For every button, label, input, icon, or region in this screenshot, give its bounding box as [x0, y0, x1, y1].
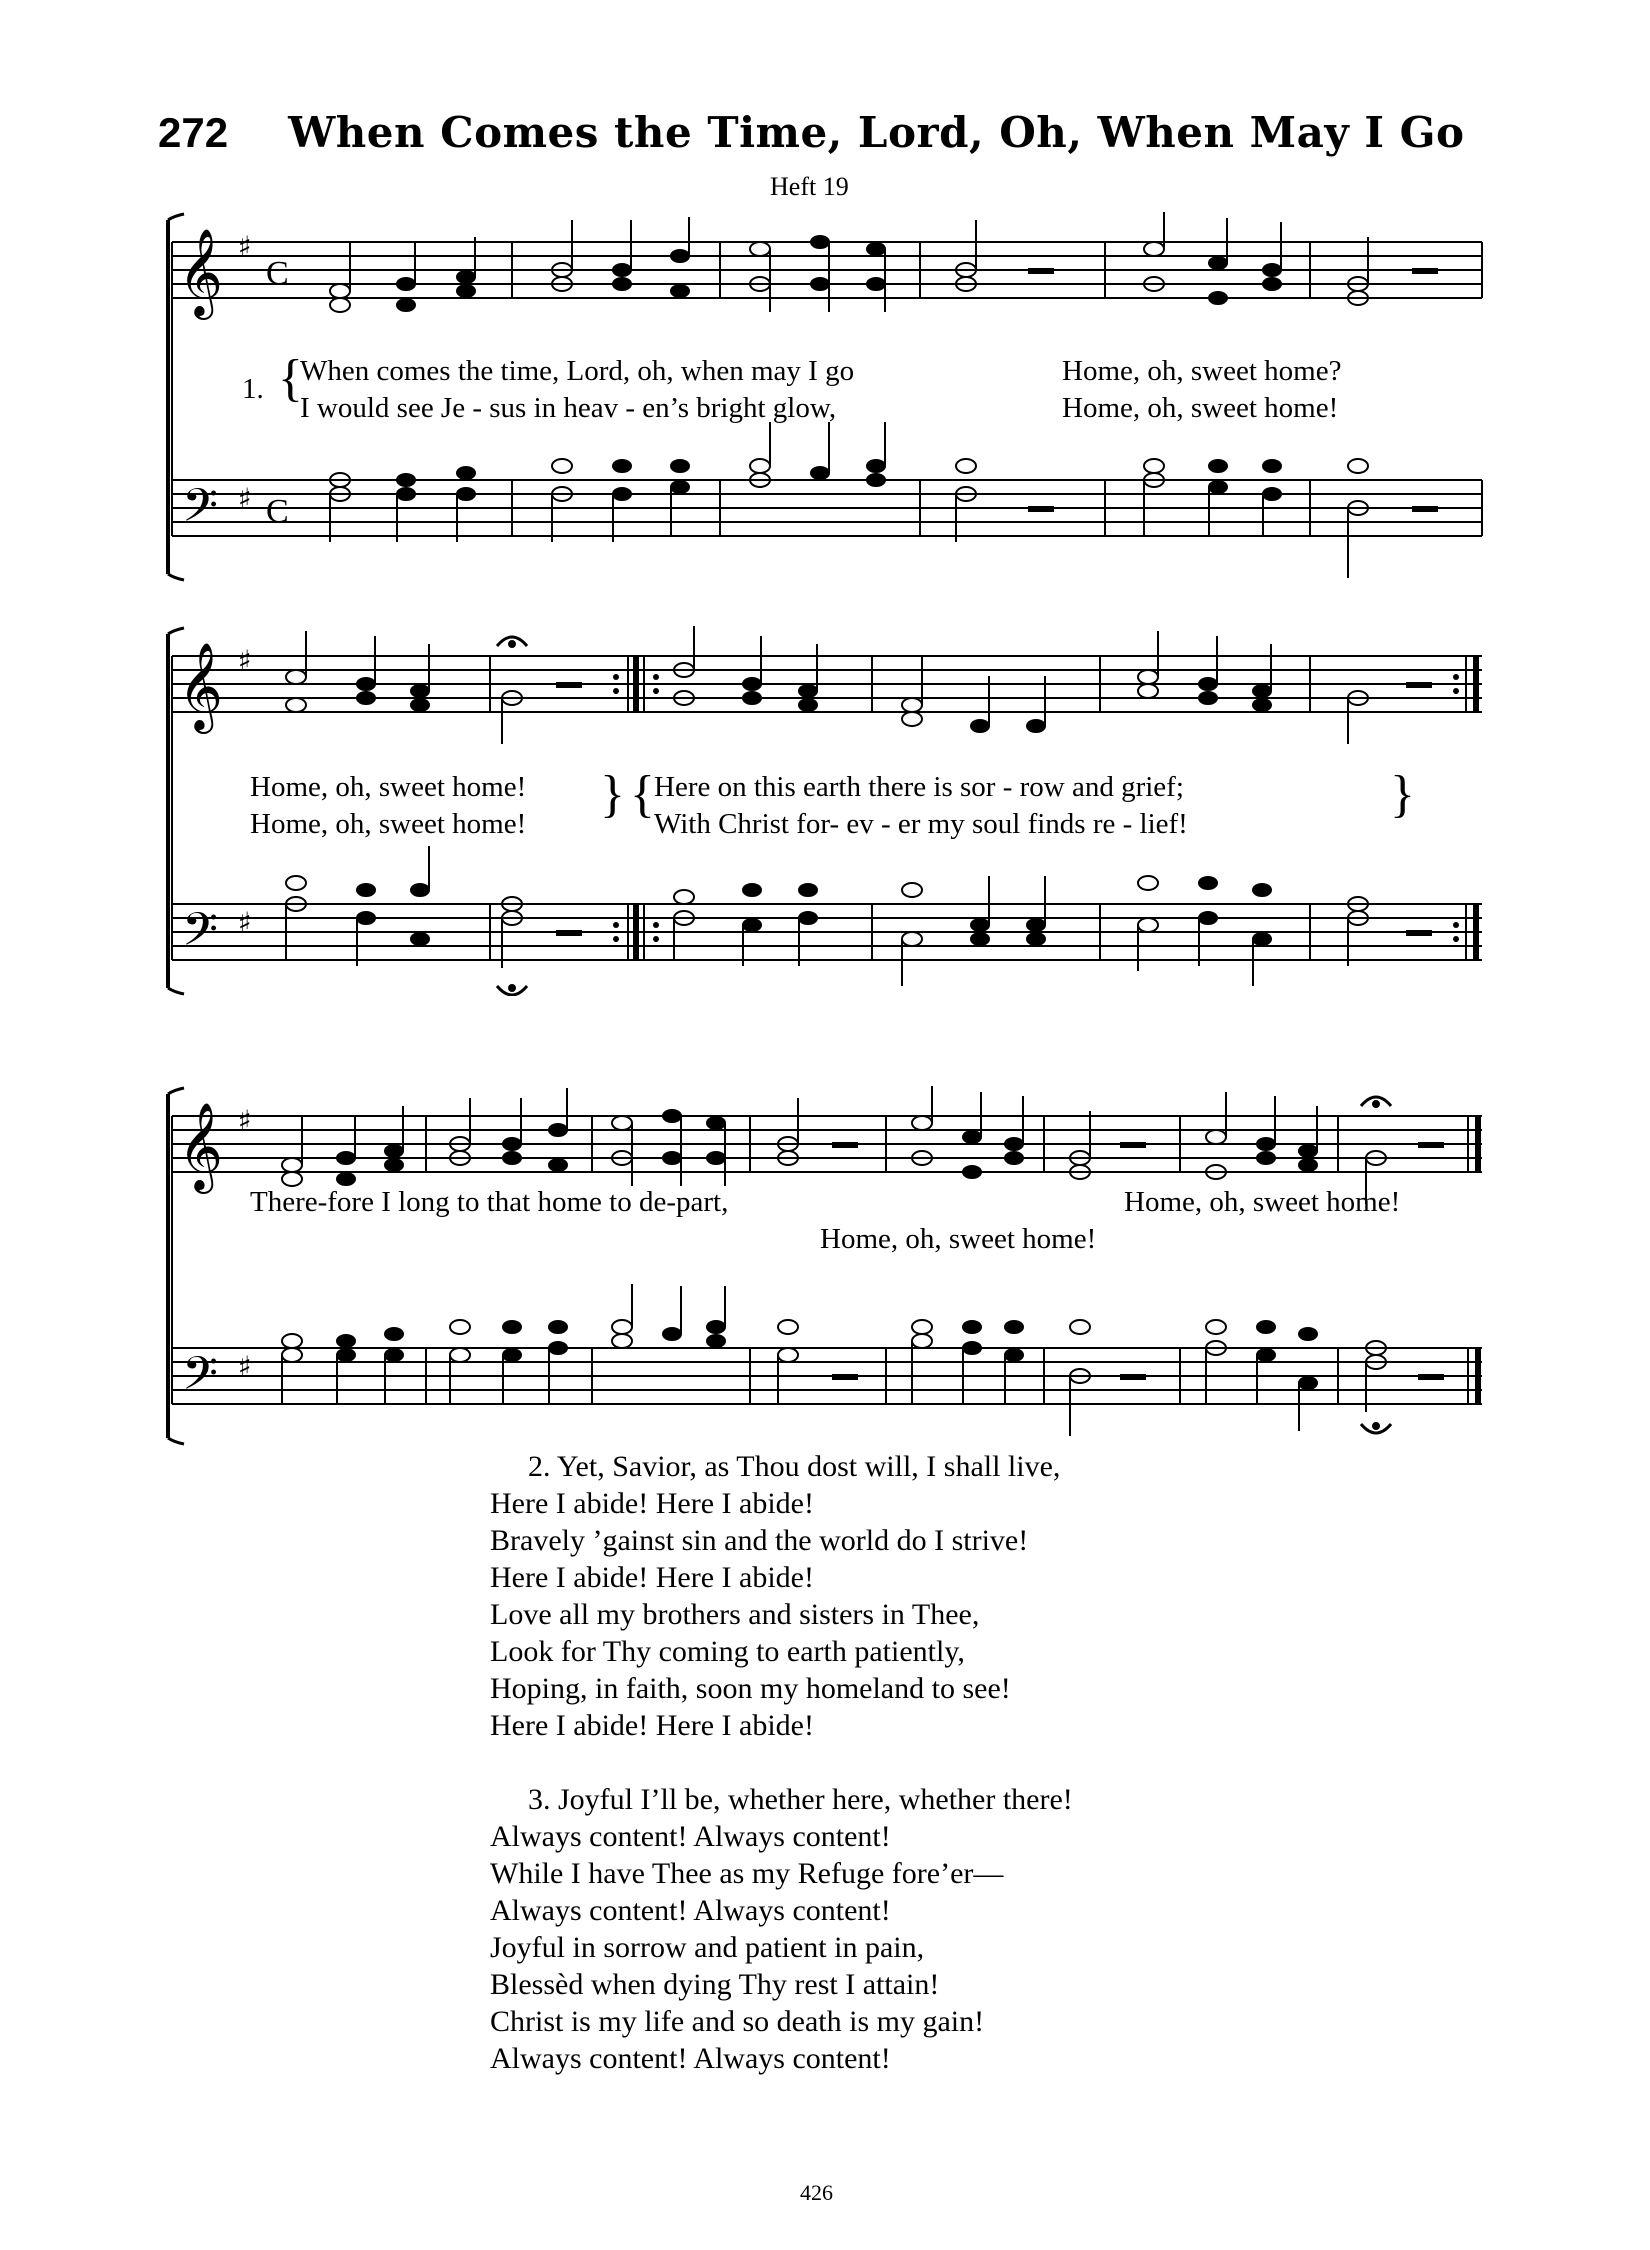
music-system-3 [160, 1086, 1490, 1446]
sharp-icon: ♯ [238, 906, 252, 939]
hymn-title: When Comes the Time, Lord, Oh, When May I Go [288, 108, 1465, 157]
sharp-icon: ♯ [238, 230, 252, 263]
system-3-score [160, 1086, 1490, 1446]
bass-clef-icon: 𝄢 [182, 1347, 219, 1412]
lyric-line-1b: Home, oh, sweet home? [1062, 355, 1342, 387]
music-system-1 [160, 212, 1490, 582]
stanza-3 [490, 1781, 1073, 2077]
stanza-line: Here I abide! Here I abide! [490, 1709, 814, 1742]
sharp-icon: ♯ [238, 482, 252, 515]
page-number: 426 [800, 2180, 833, 2205]
common-time-icon: C [266, 255, 289, 292]
treble-clef-icon: 𝄞 [178, 1101, 223, 1190]
sharp-icon: ♯ [238, 1350, 252, 1383]
stanza-line: Hoping, in faith, soon my homeland to see! [490, 1672, 1011, 1705]
stanza-2 [490, 1448, 1060, 1744]
lyric-line-1a: Home, oh, sweet home! [250, 771, 527, 803]
brace-icon: } [1390, 766, 1415, 823]
brace-icon: { [278, 350, 303, 407]
treble-clef-icon: 𝄞 [178, 641, 223, 730]
stanza-line: Here I abide! Here I abide! [490, 1487, 814, 1520]
bass-staff [172, 480, 1482, 536]
bass-clef-icon: 𝄢 [182, 479, 219, 544]
stanza-line: While I have Thee as my Refuge fore’er— [490, 1857, 1004, 1890]
hymn-header [158, 108, 1465, 178]
tune-name: Heft 19 [770, 172, 849, 201]
stanza-number: 1. [242, 373, 264, 405]
treble-clef-icon: 𝄞 [178, 227, 223, 316]
lyric-line-2b: Home, oh, sweet home! [1062, 392, 1339, 424]
lyric-line-1b: Home, oh, sweet home! [1124, 1186, 1401, 1218]
sharp-icon: ♯ [238, 644, 252, 677]
stanza-line: Always content! Always content! [490, 2042, 891, 2075]
lyric-line-1a: When comes the time, Lord, oh, when may I go [300, 355, 855, 387]
treble-staff [172, 242, 1482, 298]
lyric-line-2b: With Christ for- ev - er my soul finds re - lief! [654, 808, 1188, 840]
stanza-line: Always content! Always content! [490, 1820, 891, 1853]
brace-icon: } [600, 766, 625, 823]
bass-clef-icon: 𝄢 [182, 903, 219, 968]
stanza-line: Blessèd when dying Thy rest I attain! [490, 1968, 940, 2001]
lyric-line-2a: Home, oh, sweet home! [250, 808, 527, 840]
stanza-line: Always content! Always content! [490, 1894, 891, 1927]
lyric-line-1a: There-fore I long to that home to de-part, [250, 1186, 729, 1218]
stanza-line: 3. Joyful I’ll be, whether here, whether there! [528, 1783, 1073, 1816]
bass-notes [282, 1284, 1444, 1436]
lyrics-system-3 [250, 1186, 1490, 1266]
stanza-line: Joyful in sorrow and patient in pain, [490, 1931, 925, 1964]
bass-notes [286, 846, 1432, 995]
lyrics-system-1 [242, 350, 1482, 435]
lyric-line-1b: Here on this earth there is sor - row and grief; [654, 771, 1184, 803]
brace-icon: { [630, 766, 655, 823]
stanza-line: Bravely ’gainst sin and the world do I strive! [490, 1524, 1029, 1557]
bass-notes [330, 422, 1438, 578]
stanza-line: Here I abide! Here I abide! [490, 1561, 814, 1594]
lyrics-system-2 [250, 766, 1490, 851]
music-system-2 [160, 626, 1490, 996]
stanza-line: Christ is my life and so death is my gain! [490, 2005, 985, 2038]
sharp-icon: ♯ [238, 1104, 252, 1137]
treble-staff [172, 1116, 1482, 1172]
stanza-line: 2. Yet, Savior, as Thou dost will, I shall live, [528, 1450, 1061, 1483]
bass-staff [172, 1348, 1482, 1404]
hymn-number: 272 [158, 109, 229, 156]
lyric-line-2a: I would see Je - sus in heav - en’s bright glow, [300, 392, 837, 424]
stanza-line: Love all my brothers and sisters in Thee, [490, 1598, 980, 1631]
common-time-icon: C [266, 493, 289, 530]
stanza-line: Look for Thy coming to earth patiently, [490, 1635, 965, 1668]
lyric-line-2: Home, oh, sweet home! [820, 1223, 1097, 1255]
